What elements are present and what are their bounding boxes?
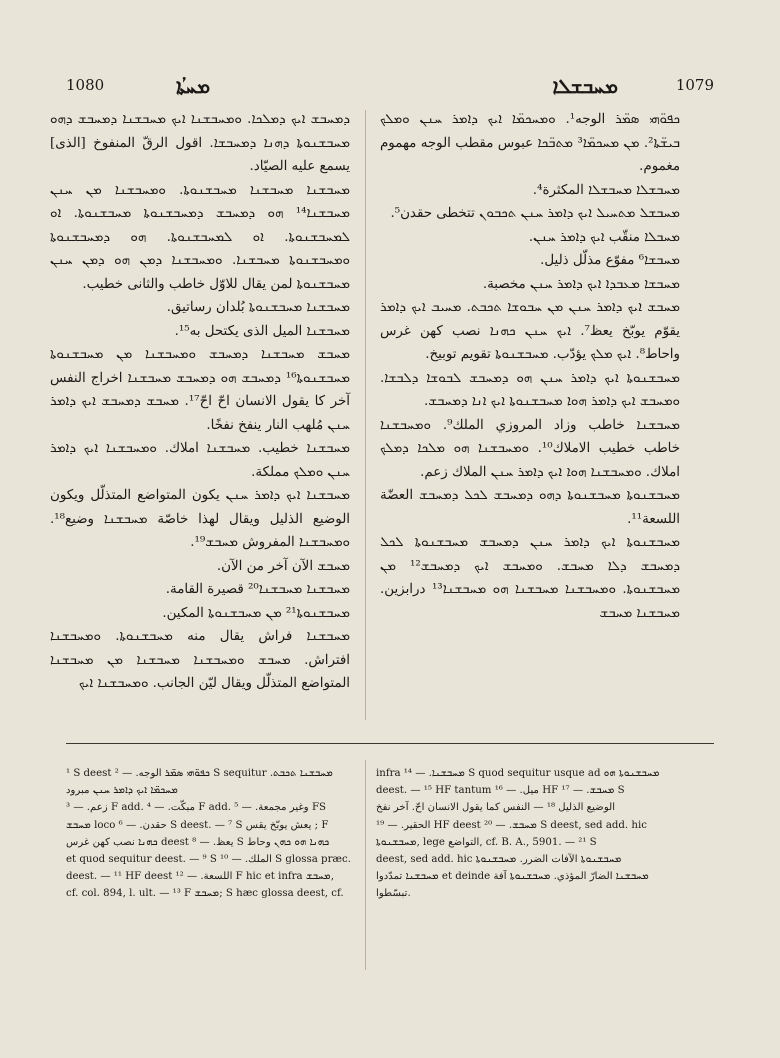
- footnote-line: ¹ S deest ܟܦܘ̈ܗܝ ܣܡ̈ܪ الوجه. — ² S sequitur ܡܚܒܫܢܐ ܬܟܒܬ. ܡܚܟܡ̈ܐ ܐܝܟ ܕܐܡܪ ܚܢܢ مبرود: [66, 768, 333, 797]
- entry: ܡܚܒܫܢܐ فراش يقال منه ܡܚܒܫܢܘܬܐ. ܘܡܚܒܫܢܐ افتراش. ܡܚܒܫ ܘܡܚܒܫܢܐ ܡܚܒܫܢܐ ܡܢ ܡܚܒܫܢܐ المتواضع المتذلّل ويقال ليّن الجانب. ܘܡܚܒܫܢܐ ܐܝܟ: [50, 629, 350, 691]
- left-page-number: 1080: [66, 76, 105, 94]
- footnote-line: ܟܗܢܐ نصب كهن غرس deest يعظ. — ⁸ S ܟܗܢܐ ܗܘ ܟܗܢ وحاط: [66, 836, 330, 848]
- entry: ܡܚܒܫܢܐ ܡܚܒܫܢܘܬܐ بُلدان رساتيق.: [166, 300, 350, 315]
- footnote-line: cf. col. 894, l. ult. — ¹³ F ܡܚܒܫ; S hæc glossa deest, cf.: [66, 888, 344, 900]
- left-column: [50, 108, 350, 696]
- entry: ܡܚܒܫܢܘܬܐ ܡܚܒܫܢܘܬܐ ܕܗܘ ܕܡܚܒܫ ܠܟܠ ܕܡܚܒܫ العضّة اللسعة¹¹.: [380, 488, 680, 527]
- entry: ܡܚܒܫ الآن آخر من الآن.: [216, 558, 350, 574]
- footnote-line: infra ܡܚܒܫܢܐ. — ¹⁴ S quod sequitur usque ad ܡܚܒܫܢܘܬܐ ܗܘ: [376, 768, 660, 779]
- footnote-line: ܡܚܒܫ loco حقدن. — ⁶ S deest. — ⁷ S يعش يوبّخ يقس ; F: [66, 819, 329, 831]
- entry: ܕܡܚܒܫ ܐܝܟ ܕܡܠܟܐ. ܘܡܚܒܫܢܐ ܐܝܟ ܡܚܒܫܢܐ ܕܡܚܒܫ ܕܗܘ ܡܚܒܫܢܘܬܐ ܕܗܢܐ ܕܡܚܒܫܐ. اقول الرقّ المنفوخ [الذى] يسمع عليه الصيّاد.: [50, 112, 350, 174]
- footnotes-right: [376, 765, 690, 903]
- right-running-head: ܡܚܒܫܠܐ: [552, 74, 618, 98]
- entry: ܡܚܒܫܢܐ ܡܚܒܫܢܐ²⁰ قصيرة القامة.: [165, 582, 350, 597]
- entry: ܡܚܒܫܢܘܬܐ ܐܝܟ ܕܐܡܪ ܚܢܢ ܗܘ ܕܡܚܒܫ ܠܒܘܫܐ ܕܠܒܫܐ. ܘܡܚܒܫ ܐܝܟ ܕܐܡܪ ܗܘܐ ܡܚܒܫܢܘܬܐ ܐܝܟ ܐܢܐ ܕܡܚܒܫ.: [380, 370, 680, 409]
- footnote-line: زعم. — ³ F add. مبكّت. — ⁴ F add. وغير مجمعة. — ⁵ FS: [66, 802, 327, 814]
- footnote-line: deest. — ¹¹ HF deest اللسعة. — ¹² F hic et infra ܡܚܒܫ,: [66, 871, 334, 883]
- entry: ܡܚܒܫܢܐ الميل الذى يكتحل به¹⁵.: [174, 323, 350, 339]
- footnote-line: ܡܚܒܫܢܐ تمدّدوا et deinde ܡܚܒܫܢܐ الضارّ المؤذي. ܡܚܒܫܢܘܬܐ آفة: [376, 871, 649, 883]
- entry: ܟܦܘ̈ܗܝ ܣܡ̈ܪ الوجه¹. ܘܡܚܟܡ̈ܐ ܐܝܟ ܕܐܡܪ ܚܢܢ ܘܡܠܟ ܒܝܫ̈ܬܐ². ܡܢ ܡܚܟܡ̈ܐ³ ܡܬܒ̈ܟܐ عبوس مقطب الوجه مهموم مغموم.: [380, 112, 680, 174]
- entry: ܡܚܒܫܢܘܬܐ ܐܝܟ ܕܐܡܪ ܚܢܢ ܕܡܚܒܫ ܡܚܒܫܢܘܬܐ ܠܟܠ ܕܡܚܒܫ ܕܠܐ ܡܚܒܫ. ܘܡܚܒܫ ܐܝܟ ܕܡܚܒܫ¹² ܡܢ ܡܚܒܫܢܘܬܐ. ܘܡܚܒܫܢܐ ܡܚܒܫܢܐ ܗܘ ܡܚܒܫܢܐ¹³ درابزين. ܡܚܒܫܢܐ ܡܚܒܫ: [380, 535, 681, 621]
- entry: ܡܚܒܫܠܐ ܡܚܒܫܠܐ المكثرة⁴.: [532, 182, 680, 198]
- entry: ܡܚܒܫܢܐ ܐܝܟ ܕܐܡܪ ܚܢܢ يكون المتواضع المتذلّل ويكون الوضيع الذليل ويقال لهذا خاصّة ܡܚܒܫܢܐ وضيع¹⁸. ܘܡܚܒܫܢܐ المفروش ܡܚܒܫ¹⁹.: [50, 488, 350, 550]
- entry: ܡܚܒܫܐ⁶ مفوّع مذلّل ذليل.: [540, 253, 680, 268]
- footnote-rule: [66, 743, 714, 744]
- footnotes-left: [66, 765, 356, 903]
- footnote-line: الوضيع الذليل ¹⁸ — النفس كما يقول الانسان احّ. آخر نفخ: [376, 802, 616, 814]
- entry: ܡܚܒܫ ܡܚܒܫܢܐ ܕܡܚܒܫ ܘܡܚܒܫܢܐ ܡܢ ܡܚܒܫܢܘܬܐ ܡܚܒܫܢܘܬܐ¹⁶ ܕܡܚܒܫ ܗܘ ܕܡܚܒܫ ܡܚܒܫܢܐ اخراج النفس آخر كا يقول الانسان احّ احّ¹⁷. ܡܚܒܫ ܕܡܚܒܫ ܐܝܟ ܕܐܡܪ ܚܢܢ مُلهب النار ينفخ نفخًا.: [50, 347, 350, 433]
- entry: ܡܚܒܫܢܐ خطيب. ܡܚܒܫܢܐ املاك. ܘܡܚܒܫܢܐ ܐܝܟ ܕܐܡܪ ܚܢܢ ܘܡܠܟ مملكة.: [50, 441, 350, 480]
- footnote-line: الحقير. — ¹⁹ HF deest ܡܚܒܫ. — ²⁰ S deest, sed add. hic: [376, 819, 647, 831]
- entry: ܡܚܒܫܢܐ خاطب وزاد المروزي الملك⁹. ܘܡܚܒܫܢܐ خاطب خطيب الاملاك¹⁰. ܘܡܚܒܫܢܐ ܗܘ ܡܠܟܐ ܕܡܠܟ املاك. ܘܡܚܒܫܢܐ ܗܘܐ ܐܝܟ ܕܐܡܪ ܚܢܢ الملاك زعم.: [380, 417, 680, 480]
- entry: ܡܚܒܫܠ ܡܬܚܝܠ ܐܝܟ ܕܐܡܪ ܚܢܢ ܬܟܒܘܢ تتخطى حقدن⁵.: [390, 206, 680, 221]
- entry: ܡܚܒܫܐ ܡܥܒܕܐ ܐܝܟ ܕܐܡܪ ܚܢܢ مخصبة.: [482, 276, 680, 292]
- entry: ܡܚܒܫܢܘܬܐ²¹ ܡܢ ܡܚܒܫܢܘܬܐ المكين.: [162, 605, 350, 621]
- page-header: [66, 74, 714, 100]
- footnote-line: deest. — ¹⁵ HF tantum ميل. — ¹⁶ HF ܡܚܒܫ. — ¹⁷ S: [376, 785, 625, 797]
- footnote-line: تبسّطوا.: [376, 888, 411, 900]
- footnote-divider: [365, 760, 366, 970]
- footnote-line: deest, sed add. hic ܡܚܒܫܢܘܬܐ الآفات الضرر. ܡܚܒܫܢܘܬܐ: [376, 854, 622, 866]
- right-page-number: 1079: [675, 76, 714, 94]
- entry: ܡܚܒܠܐ منقّب ܐܝܟ ܕܐܡܪ ܚܢܢ.: [528, 229, 680, 245]
- left-running-head: ܡܚܬܳܐ: [176, 74, 211, 98]
- right-column: [380, 108, 680, 625]
- entry: ܡܚܒܫ ܐܝܟ ܕܐܡܪ ܚܢܢ ܡܢ ܚܒܘܫܐ ܬܟܒܬ. ܡܚܝܒ ܐܝܟ ܕܐܡܪ يقوّم يوبّخ يعظ⁷. ܐܝܟ ܚܢܢ ܟܗܢܐ نصب كهن غرس واحاط⁸. ܐܝܟ ܡܠܟ يؤدّب. ܡܚܒܫܢܘܬܐ تقويم توبيخ.: [380, 300, 681, 362]
- footnote-line: et quod sequitur deest. — ⁹ S الملك. — ¹⁰ S glossa præc.: [66, 854, 351, 866]
- column-divider: [365, 110, 366, 720]
- entry: ܡܚܒܫܢܐ ܡܚܒܫܢܐ ܡܚܒܫܢܘܬܐ. ܘܡܚܒܫܢܐ ܡܢ ܚܢܢ ܡܚܒܫܢܐ¹⁴ ܗܘ ܕܡܚܒܫ ܕܡܚܒܫܢܘܬܐ ܡܚܒܫܢܘܬܐ. ܐܘ ܠܡܚܒܫܢܘܬܐ. ܐܘ ܠܡܚܒܫܢܘܬܐ. ܗܘ ܕܡܚܒܫܢܘܬܐ ܘܡܚܒܫܢܘܬܐ ܡܚܒܫܢܐ. ܘܡܚܒܫܢܐ ܕܡܢ ܗܘ ܕܡܢ ܚܢܢ ܡܚܒܫܢܘܬܐ لمن يقال للاوّل خاطب والثانى خطيب.: [50, 182, 350, 292]
- footnote-line: ܡܚܒܫܢܘܬܐ, lege التواضع, cf. B. A., 5901. — ²¹ S: [376, 836, 597, 848]
